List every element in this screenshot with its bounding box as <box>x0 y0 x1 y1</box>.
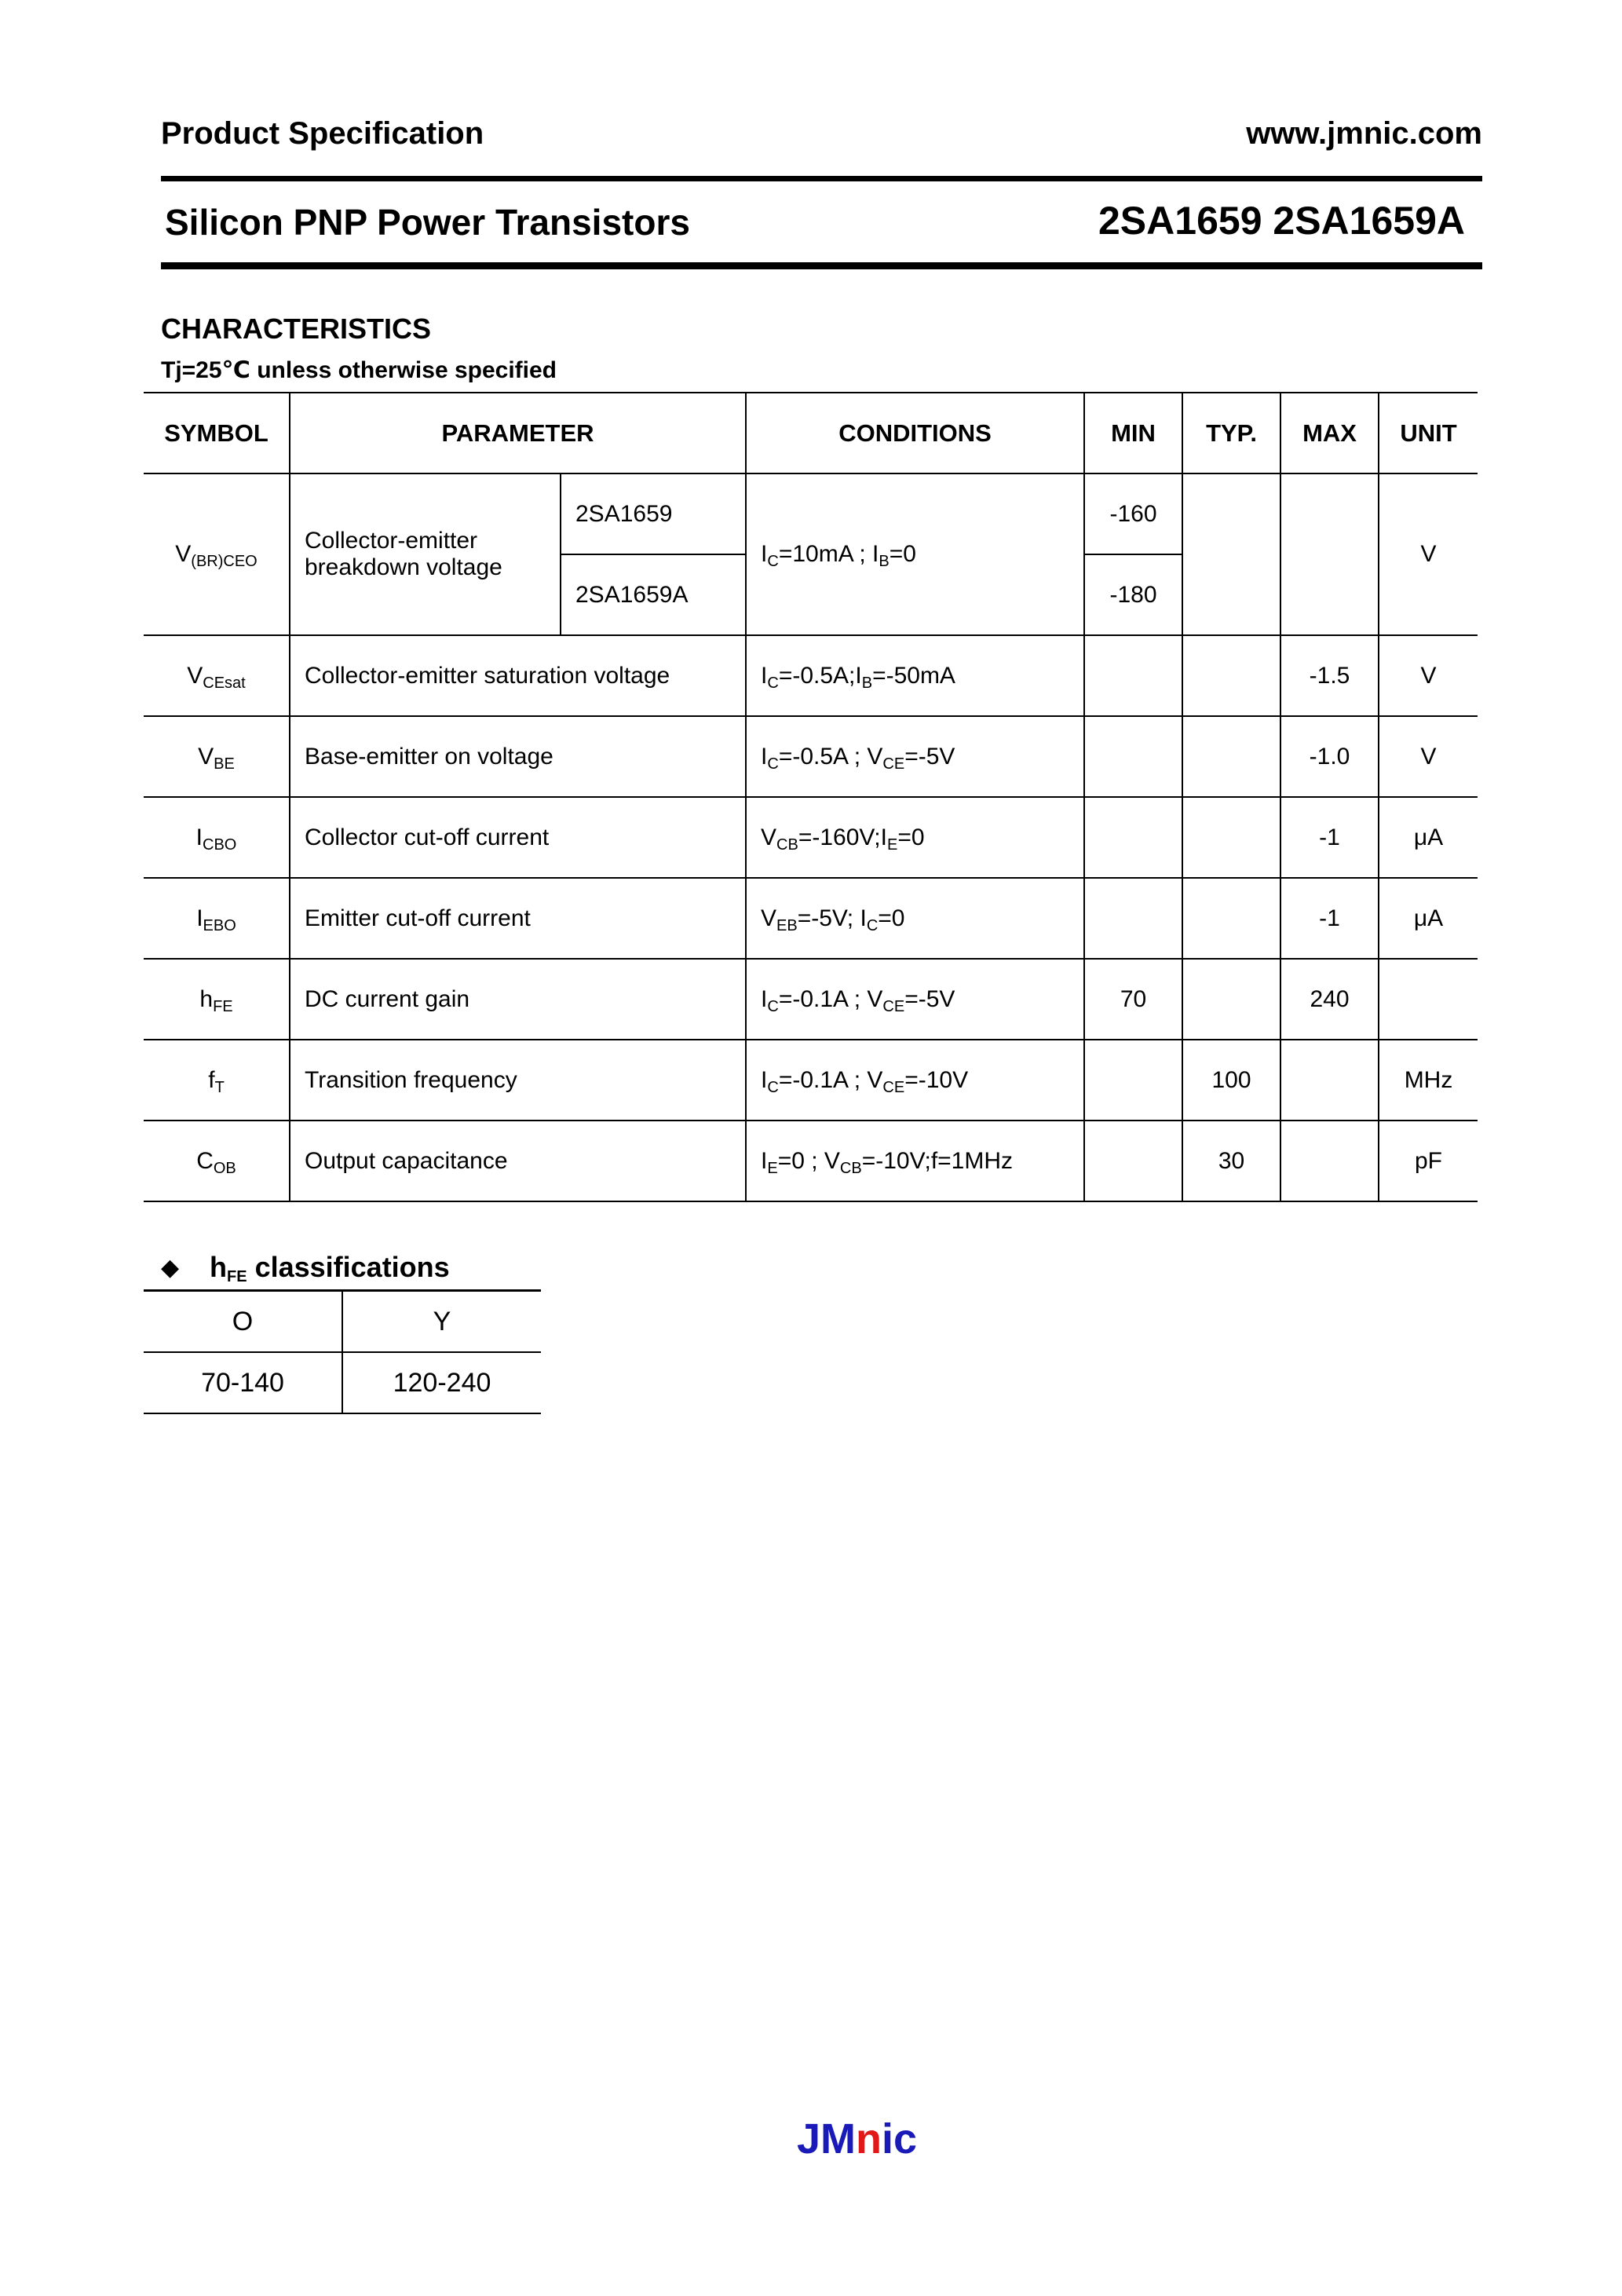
cell-max: -1 <box>1280 878 1379 959</box>
cell-min <box>1084 1121 1182 1201</box>
header-max: MAX <box>1280 393 1379 473</box>
classifications-symbol: h <box>210 1251 227 1283</box>
cell-typ <box>1182 635 1280 716</box>
table-row <box>144 878 1478 959</box>
cell-max <box>1280 473 1379 635</box>
cell-conditions: $V_{EB}=-5V$; $I_C=0$ <box>746 878 1084 959</box>
cell-unit: V <box>1379 473 1478 635</box>
title-rule <box>161 262 1482 269</box>
cell-max <box>1280 1121 1379 1201</box>
cell-conditions: $I_C=10mA$ ; $I_B=0$ <box>746 473 1084 635</box>
footer-logo <box>797 2115 917 2163</box>
cell-parameter: Emitter cut-off current <box>290 878 746 959</box>
class-y-range: 120-240 <box>342 1352 541 1413</box>
cell-unit: V <box>1379 635 1478 716</box>
cell-parameter: Transition frequency <box>290 1040 746 1121</box>
cell-unit: μA <box>1379 797 1478 878</box>
header-rule <box>161 176 1482 181</box>
cell-symbol: $f_T$ <box>144 1040 290 1121</box>
table-row <box>144 716 1478 797</box>
cell-conditions: $I_C=-0.5A;I_B=-50mA$ <box>746 635 1084 716</box>
cell-typ <box>1182 716 1280 797</box>
table-row <box>144 635 1478 716</box>
header-website: www.jmnic.com <box>1246 116 1482 151</box>
cell-conditions: $I_C=-0.1A$ ; $V_{CE}=-5V$ <box>746 959 1084 1040</box>
cell-variant: 2SA1659A <box>561 554 746 635</box>
class-o-range: 70-140 <box>144 1352 342 1413</box>
header-symbol: SYMBOL <box>144 393 290 473</box>
cell-unit: pF <box>1379 1121 1478 1201</box>
cell-max: -1.0 <box>1280 716 1379 797</box>
cell-max <box>1280 1040 1379 1121</box>
table-row <box>144 959 1478 1040</box>
cell-min <box>1084 635 1182 716</box>
cell-typ: 100 <box>1182 1040 1280 1121</box>
cell-unit: μA <box>1379 878 1478 959</box>
classifications-symbol-sub: FE <box>227 1268 247 1285</box>
cell-parameter: Base-emitter on voltage <box>290 716 746 797</box>
table-row <box>144 797 1478 878</box>
cell-unit: V <box>1379 716 1478 797</box>
classifications-heading <box>161 1251 450 1284</box>
cell-min: 70 <box>1084 959 1182 1040</box>
cell-symbol: $V_{CEsat}$ <box>144 635 290 716</box>
classifications-value-row <box>144 1352 541 1413</box>
cell-min: -180 <box>1084 554 1182 635</box>
cell-parameter: DC current gain <box>290 959 746 1040</box>
cell-symbol: $V_{(BR)CEO}$ <box>144 473 290 635</box>
cell-min <box>1084 878 1182 959</box>
section-title: CHARACTERISTICS <box>161 313 432 345</box>
logo-jm: JM <box>797 2115 857 2163</box>
diamond-bullet-icon: ◆ <box>161 1255 180 1281</box>
cell-max: -1 <box>1280 797 1379 878</box>
header-left: Product Specification <box>161 116 484 151</box>
classifications-table <box>144 1289 541 1414</box>
class-o: O <box>144 1291 342 1353</box>
header-min: MIN <box>1084 393 1182 473</box>
cell-symbol: $C_{OB}$ <box>144 1121 290 1201</box>
cell-min <box>1084 1040 1182 1121</box>
cell-unit <box>1379 959 1478 1040</box>
cell-min <box>1084 797 1182 878</box>
class-y: Y <box>342 1291 541 1353</box>
cell-conditions: $I_C=-0.5A$ ; $V_{CE}=-5V$ <box>746 716 1084 797</box>
cell-typ <box>1182 797 1280 878</box>
table-row <box>144 1040 1478 1121</box>
cell-max: -1.5 <box>1280 635 1379 716</box>
logo-ic: ic <box>882 2115 918 2163</box>
cell-variant: 2SA1659 <box>561 473 746 554</box>
cell-parameter: Collector-emitter breakdown voltage <box>290 473 561 635</box>
classifications-title: classifications <box>247 1251 450 1283</box>
cell-symbol: $I_{EBO}$ <box>144 878 290 959</box>
cell-unit: MHz <box>1379 1040 1478 1121</box>
document-title: Silicon PNP Power Transistors <box>165 202 690 243</box>
cell-symbol: $I_{CBO}$ <box>144 797 290 878</box>
logo-n: n <box>856 2115 882 2163</box>
cell-parameter: Collector-emitter saturation voltage <box>290 635 746 716</box>
cell-typ <box>1182 878 1280 959</box>
cell-min <box>1084 716 1182 797</box>
cell-max: 240 <box>1280 959 1379 1040</box>
table-row <box>144 1121 1478 1201</box>
cell-parameter: Collector cut-off current <box>290 797 746 878</box>
part-numbers: 2SA1659 2SA1659A <box>1098 199 1465 243</box>
cell-parameter: Output capacitance <box>290 1121 746 1201</box>
table-row <box>144 473 1478 554</box>
characteristics-table <box>144 392 1478 1202</box>
header-unit: UNIT <box>1379 393 1478 473</box>
cell-conditions: $I_E=0$ ; $V_{CB}=-10V;f=1MHz$ <box>746 1121 1084 1201</box>
classifications-header-row <box>144 1291 541 1353</box>
cell-typ <box>1182 959 1280 1040</box>
cell-symbol: $h_{FE}$ <box>144 959 290 1040</box>
cell-typ <box>1182 473 1280 635</box>
cell-conditions: $V_{CB}=-160V;I_E=0$ <box>746 797 1084 878</box>
cell-min: -160 <box>1084 473 1182 554</box>
section-subtitle: Tj=25℃ unless otherwise specified <box>161 357 557 383</box>
header-parameter: PARAMETER <box>290 393 746 473</box>
header-conditions: CONDITIONS <box>746 393 1084 473</box>
header-typ: TYP. <box>1182 393 1280 473</box>
cell-symbol: $V_{BE}$ <box>144 716 290 797</box>
cell-typ: 30 <box>1182 1121 1280 1201</box>
table-header-row <box>144 393 1478 473</box>
cell-conditions: $I_C=-0.1A$ ; $V_{CE}=-10V$ <box>746 1040 1084 1121</box>
